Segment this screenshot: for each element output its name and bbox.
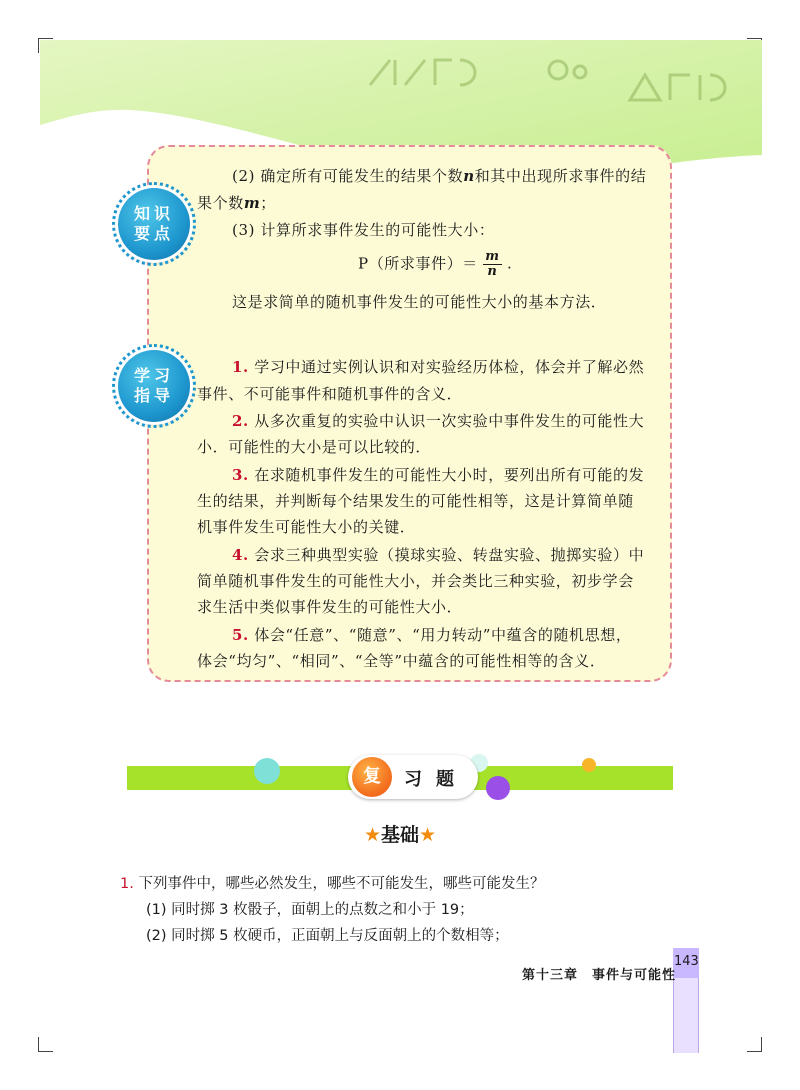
fraction-denominator: n <box>487 264 498 279</box>
star-icon: ★ <box>363 824 381 846</box>
step-2-text-a: (2) 确定所有可能发生的结果个数 <box>232 167 464 185</box>
item-text: 体会“任意”、“随意”、“用力转动”中蕴含的随机思想， <box>254 626 632 644</box>
item-text: 学习中通过实例认识和对实验经历体检，体会并了解必然 <box>254 358 645 376</box>
variable-m: m <box>243 194 261 212</box>
guidance-item-3-line-1 <box>232 464 644 485</box>
item-number: 3. <box>232 466 249 484</box>
guidance-item-3-line-3: 机事件发生可能性大小的关键． <box>197 518 416 536</box>
knowledge-points-badge <box>118 188 190 260</box>
item-text: 会求三种典型实验（摸球实验、转盘实验、抛掷实验）中 <box>254 546 645 564</box>
step-2-text-d: ； <box>260 194 276 212</box>
item-number: 4. <box>232 546 249 564</box>
section-title-basic <box>0 820 800 847</box>
chapter-title: 第十三章 事件与可能性 <box>522 968 677 983</box>
decor-dot <box>254 758 280 784</box>
review-title-rest: 习题 <box>404 769 468 790</box>
guidance-item-4-line-2: 简单随机事件发生的可能性大小，并会类比三种实验，初步学会 <box>197 572 634 590</box>
item-text: 在求随机事件发生的可能性大小时，要列出所有可能的发 <box>254 466 645 484</box>
study-guidance-badge <box>118 350 190 422</box>
guidance-item-4-line-3: 求生活中类似事件发生的可能性大小． <box>197 598 463 616</box>
decor-dot <box>582 758 596 772</box>
formula-left: P（所求事件）＝ <box>358 254 478 273</box>
badge-line-2: 要点 <box>133 224 174 243</box>
badge-line-2: 指导 <box>133 386 174 405</box>
crop-mark-bottom-right <box>747 1037 762 1052</box>
guidance-item-2-line-2: 小．可能性的大小是可以比较的． <box>197 438 432 456</box>
question-1-part-2: (2) 同时掷 5 枚硬币，正面朝上与反面朝上的个数相等； <box>146 928 509 944</box>
guidance-item-1-line-2: 事件、不可能事件和随机事件的含义． <box>197 385 463 403</box>
formula-end: . <box>507 254 513 273</box>
section-label: 基础 <box>380 824 419 846</box>
question-number: 1. <box>120 876 134 892</box>
badge-line-1: 知识 <box>133 204 174 223</box>
question-text: 下列事件中，哪些必然发生，哪些不可能发生，哪些可能发生？ <box>138 876 545 892</box>
fraction-numerator: m <box>485 249 500 264</box>
question-1 <box>120 872 544 893</box>
fraction-m-over-n <box>483 250 501 279</box>
item-text: 从多次重复的实验中认识一次实验中事件发生的可能性大 <box>254 412 645 430</box>
item-number: 2. <box>232 412 249 430</box>
guidance-item-4-line-1 <box>232 544 644 565</box>
crop-mark-bottom-left <box>38 1037 53 1052</box>
decor-dot <box>486 776 510 800</box>
guidance-item-5-line-2: 体会“均匀”、“相同”、“全等”中蕴含的可能性相等的含义． <box>197 652 606 670</box>
review-title-first-char: 复 <box>352 757 392 797</box>
star-icon: ★ <box>419 824 437 846</box>
probability-formula <box>358 250 512 279</box>
page-number: 143 <box>674 954 699 969</box>
badge-line-1: 学习 <box>133 366 174 385</box>
method-summary: 这是求简单的随机事件发生的可能性大小的基本方法． <box>232 293 607 311</box>
guidance-item-1-line-1 <box>232 356 644 377</box>
step-2-line-1 <box>232 165 646 186</box>
step-2-text-b: 和其中出现所求事件的结 <box>474 167 647 185</box>
guidance-item-5-line-1 <box>232 624 631 645</box>
item-number: 1. <box>232 358 249 376</box>
guidance-item-3-line-2: 生的结果，并判断每个结果发生的可能性相等，这是计算简单随 <box>197 492 634 510</box>
question-1-part-1: (1) 同时掷 3 枚骰子，面朝上的点数之和小于 19； <box>146 902 474 918</box>
guidance-item-2-line-1 <box>232 410 644 431</box>
step-2-text-c: 果个数 <box>197 194 244 212</box>
item-number: 5. <box>232 626 249 644</box>
variable-n: n <box>463 167 475 185</box>
step-2-line-2 <box>197 192 276 213</box>
step-3: (3) 计算所求事件发生的可能性大小： <box>232 221 495 239</box>
